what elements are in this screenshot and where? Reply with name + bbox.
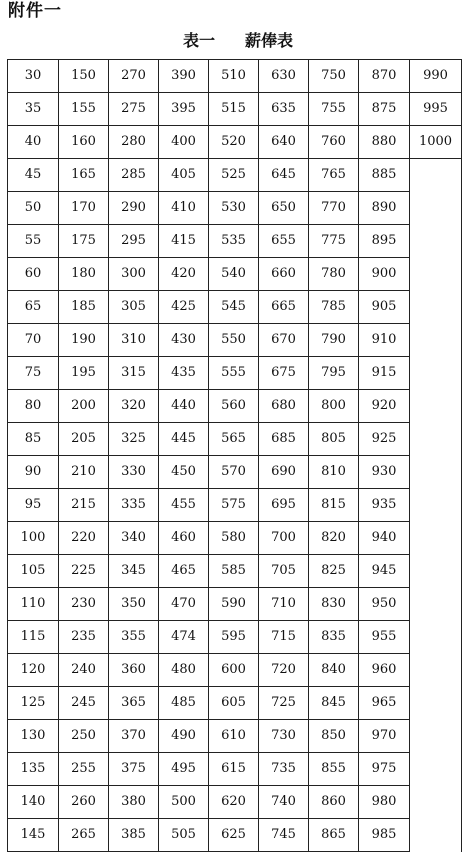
table-cell: 640 [259, 126, 309, 159]
table-cell: 975 [359, 753, 410, 786]
table-cell: 305 [109, 291, 159, 324]
table-number: 表一 [182, 31, 215, 50]
table-cell: 780 [309, 258, 359, 291]
table-row [8, 621, 462, 654]
table-cell: 455 [159, 489, 209, 522]
table-cell [410, 687, 462, 720]
table-row [8, 456, 462, 489]
table-cell: 820 [309, 522, 359, 555]
table-cell: 700 [259, 522, 309, 555]
table-cell: 520 [209, 126, 259, 159]
table-cell: 235 [59, 621, 109, 654]
table-cell: 715 [259, 621, 309, 654]
table-cell: 665 [259, 291, 309, 324]
table-cell: 380 [109, 786, 159, 819]
table-cell: 830 [309, 588, 359, 621]
table-cell: 710 [259, 588, 309, 621]
table-cell: 730 [259, 720, 309, 753]
table-cell [410, 720, 462, 753]
table-cell: 465 [159, 555, 209, 588]
table-cell: 270 [109, 60, 159, 93]
table-row [8, 489, 462, 522]
table-cell: 120 [8, 654, 59, 687]
table-cell: 705 [259, 555, 309, 588]
table-row [8, 357, 462, 390]
table-cell: 655 [259, 225, 309, 258]
table-cell: 610 [209, 720, 259, 753]
table-cell: 890 [359, 192, 410, 225]
table-cell: 345 [109, 555, 159, 588]
table-cell [410, 390, 462, 423]
table-cell: 985 [359, 819, 410, 852]
salary-table [7, 59, 462, 852]
table-cell: 800 [309, 390, 359, 423]
table-cell: 555 [209, 357, 259, 390]
table-row [8, 159, 462, 192]
table-cell: 920 [359, 390, 410, 423]
table-cell: 245 [59, 687, 109, 720]
table-cell: 760 [309, 126, 359, 159]
table-cell: 210 [59, 456, 109, 489]
table-cell: 790 [309, 324, 359, 357]
table-cell: 205 [59, 423, 109, 456]
table-cell: 740 [259, 786, 309, 819]
table-cell [410, 357, 462, 390]
table-row [8, 654, 462, 687]
table-cell: 505 [159, 819, 209, 852]
table-cell: 405 [159, 159, 209, 192]
table-cell: 675 [259, 357, 309, 390]
table-cell: 600 [209, 654, 259, 687]
table-cell: 130 [8, 720, 59, 753]
table-cell: 45 [8, 159, 59, 192]
table-cell: 845 [309, 687, 359, 720]
table-cell: 200 [59, 390, 109, 423]
table-cell: 615 [209, 753, 259, 786]
table-row [8, 258, 462, 291]
table-cell: 100 [8, 522, 59, 555]
table-cell: 230 [59, 588, 109, 621]
table-cell: 445 [159, 423, 209, 456]
table-cell: 255 [59, 753, 109, 786]
table-row [8, 60, 462, 93]
table-cell: 940 [359, 522, 410, 555]
table-cell: 260 [59, 786, 109, 819]
table-cell [410, 291, 462, 324]
table-cell: 250 [59, 720, 109, 753]
table-cell [410, 786, 462, 819]
table-cell: 385 [109, 819, 159, 852]
table-cell: 350 [109, 588, 159, 621]
table-cell [410, 456, 462, 489]
table-cell: 430 [159, 324, 209, 357]
table-cell: 840 [309, 654, 359, 687]
table-cell: 995 [410, 93, 462, 126]
table-cell: 265 [59, 819, 109, 852]
table-cell [410, 225, 462, 258]
table-cell: 590 [209, 588, 259, 621]
table-cell: 935 [359, 489, 410, 522]
table-cell [410, 258, 462, 291]
table-cell [410, 588, 462, 621]
table-cell [410, 555, 462, 588]
table-row [8, 423, 462, 456]
table-row [8, 588, 462, 621]
table-cell: 410 [159, 192, 209, 225]
table-cell: 645 [259, 159, 309, 192]
table-cell: 910 [359, 324, 410, 357]
table-cell: 575 [209, 489, 259, 522]
attachment-label: 附件一 [8, 1, 62, 21]
table-cell: 545 [209, 291, 259, 324]
table-cell: 560 [209, 390, 259, 423]
table-cell: 50 [8, 192, 59, 225]
table-cell: 1000 [410, 126, 462, 159]
table-cell: 470 [159, 588, 209, 621]
table-cell: 300 [109, 258, 159, 291]
table-cell: 720 [259, 654, 309, 687]
table-row [8, 126, 462, 159]
table-row [8, 786, 462, 819]
table-cell: 135 [8, 753, 59, 786]
table-cell: 185 [59, 291, 109, 324]
table-cell: 495 [159, 753, 209, 786]
table-cell: 480 [159, 654, 209, 687]
table-cell: 420 [159, 258, 209, 291]
table-cell: 190 [59, 324, 109, 357]
table-cell [410, 753, 462, 786]
table-cell: 815 [309, 489, 359, 522]
table-cell: 785 [309, 291, 359, 324]
table-cell: 170 [59, 192, 109, 225]
table-cell: 435 [159, 357, 209, 390]
table-cell: 930 [359, 456, 410, 489]
table-cell: 390 [159, 60, 209, 93]
table-cell: 735 [259, 753, 309, 786]
table-cell: 365 [109, 687, 159, 720]
table-cell: 220 [59, 522, 109, 555]
table-cell: 30 [8, 60, 59, 93]
table-cell: 80 [8, 390, 59, 423]
table-cell: 460 [159, 522, 209, 555]
table-cell: 360 [109, 654, 159, 687]
table-cell: 770 [309, 192, 359, 225]
table-cell [410, 159, 462, 192]
table-cell: 35 [8, 93, 59, 126]
table-cell: 750 [309, 60, 359, 93]
table-cell: 550 [209, 324, 259, 357]
table-cell: 900 [359, 258, 410, 291]
table-row [8, 390, 462, 423]
table-cell: 140 [8, 786, 59, 819]
table-cell [410, 192, 462, 225]
table-cell: 625 [209, 819, 259, 852]
table-cell: 115 [8, 621, 59, 654]
table-cell: 635 [259, 93, 309, 126]
table-cell: 325 [109, 423, 159, 456]
table-cell: 570 [209, 456, 259, 489]
table-cell: 215 [59, 489, 109, 522]
table-cell: 765 [309, 159, 359, 192]
table-cell: 695 [259, 489, 309, 522]
table-cell: 175 [59, 225, 109, 258]
table-cell: 415 [159, 225, 209, 258]
table-cell: 775 [309, 225, 359, 258]
table-row [8, 720, 462, 753]
table-title: 薪俸表 [245, 31, 294, 50]
table-cell: 980 [359, 786, 410, 819]
table-cell: 60 [8, 258, 59, 291]
table-cell: 960 [359, 654, 410, 687]
table-cell: 795 [309, 357, 359, 390]
table-cell: 490 [159, 720, 209, 753]
table-cell: 485 [159, 687, 209, 720]
table-cell: 425 [159, 291, 209, 324]
table-cell: 990 [410, 60, 462, 93]
table-row [8, 687, 462, 720]
table-cell: 375 [109, 753, 159, 786]
table-cell: 955 [359, 621, 410, 654]
table-row [8, 324, 462, 357]
table-row [8, 93, 462, 126]
table-cell: 925 [359, 423, 410, 456]
table-cell: 290 [109, 192, 159, 225]
table-cell: 650 [259, 192, 309, 225]
table-cell: 725 [259, 687, 309, 720]
table-row [8, 819, 462, 852]
table-cell: 400 [159, 126, 209, 159]
salary-table-body [8, 60, 462, 852]
table-cell: 535 [209, 225, 259, 258]
table-cell: 225 [59, 555, 109, 588]
table-cell: 690 [259, 456, 309, 489]
table-cell: 905 [359, 291, 410, 324]
table-cell: 630 [259, 60, 309, 93]
table-cell: 605 [209, 687, 259, 720]
table-cell: 195 [59, 357, 109, 390]
table-cell [410, 423, 462, 456]
table-cell: 965 [359, 687, 410, 720]
table-cell: 95 [8, 489, 59, 522]
table-cell: 160 [59, 126, 109, 159]
table-cell: 110 [8, 588, 59, 621]
table-cell: 595 [209, 621, 259, 654]
table-cell: 295 [109, 225, 159, 258]
table-cell: 680 [259, 390, 309, 423]
table-cell: 870 [359, 60, 410, 93]
table-cell: 145 [8, 819, 59, 852]
table-cell: 155 [59, 93, 109, 126]
table-cell: 510 [209, 60, 259, 93]
table-cell: 885 [359, 159, 410, 192]
table-cell: 970 [359, 720, 410, 753]
table-cell [410, 654, 462, 687]
table-cell: 474 [159, 621, 209, 654]
table-cell: 125 [8, 687, 59, 720]
table-cell: 150 [59, 60, 109, 93]
table-cell: 330 [109, 456, 159, 489]
table-cell: 70 [8, 324, 59, 357]
table-cell: 500 [159, 786, 209, 819]
table-cell: 860 [309, 786, 359, 819]
table-row [8, 753, 462, 786]
table-cell: 55 [8, 225, 59, 258]
table-cell: 395 [159, 93, 209, 126]
table-cell: 280 [109, 126, 159, 159]
table-cell: 240 [59, 654, 109, 687]
table-cell [410, 522, 462, 555]
table-cell: 370 [109, 720, 159, 753]
table-cell: 685 [259, 423, 309, 456]
table-cell: 835 [309, 621, 359, 654]
table-cell: 40 [8, 126, 59, 159]
table-row [8, 522, 462, 555]
table-row [8, 555, 462, 588]
table-cell [410, 819, 462, 852]
table-cell: 620 [209, 786, 259, 819]
table-cell: 585 [209, 555, 259, 588]
table-cell [410, 489, 462, 522]
table-cell: 530 [209, 192, 259, 225]
table-cell: 670 [259, 324, 309, 357]
table-cell: 875 [359, 93, 410, 126]
table-cell: 310 [109, 324, 159, 357]
table-cell: 75 [8, 357, 59, 390]
table-cell: 515 [209, 93, 259, 126]
table-cell: 275 [109, 93, 159, 126]
table-cell [410, 324, 462, 357]
table-cell: 180 [59, 258, 109, 291]
table-cell: 580 [209, 522, 259, 555]
table-cell: 895 [359, 225, 410, 258]
table-cell: 880 [359, 126, 410, 159]
table-cell: 540 [209, 258, 259, 291]
table-cell: 915 [359, 357, 410, 390]
table-cell: 950 [359, 588, 410, 621]
table-row [8, 225, 462, 258]
table-cell: 340 [109, 522, 159, 555]
table-cell: 285 [109, 159, 159, 192]
table-cell: 440 [159, 390, 209, 423]
table-cell: 105 [8, 555, 59, 588]
table-cell: 855 [309, 753, 359, 786]
table-cell: 315 [109, 357, 159, 390]
table-cell: 450 [159, 456, 209, 489]
table-row [8, 291, 462, 324]
table-cell: 165 [59, 159, 109, 192]
table-cell: 945 [359, 555, 410, 588]
table-caption [0, 30, 476, 52]
table-cell: 335 [109, 489, 159, 522]
table-cell: 865 [309, 819, 359, 852]
table-cell: 65 [8, 291, 59, 324]
table-cell: 85 [8, 423, 59, 456]
table-cell: 355 [109, 621, 159, 654]
table-cell: 565 [209, 423, 259, 456]
table-cell: 525 [209, 159, 259, 192]
table-cell: 805 [309, 423, 359, 456]
table-cell: 90 [8, 456, 59, 489]
table-cell: 660 [259, 258, 309, 291]
table-cell: 825 [309, 555, 359, 588]
table-cell: 745 [259, 819, 309, 852]
table-row [8, 192, 462, 225]
table-cell: 320 [109, 390, 159, 423]
table-cell [410, 621, 462, 654]
table-cell: 850 [309, 720, 359, 753]
table-cell: 810 [309, 456, 359, 489]
table-cell: 755 [309, 93, 359, 126]
